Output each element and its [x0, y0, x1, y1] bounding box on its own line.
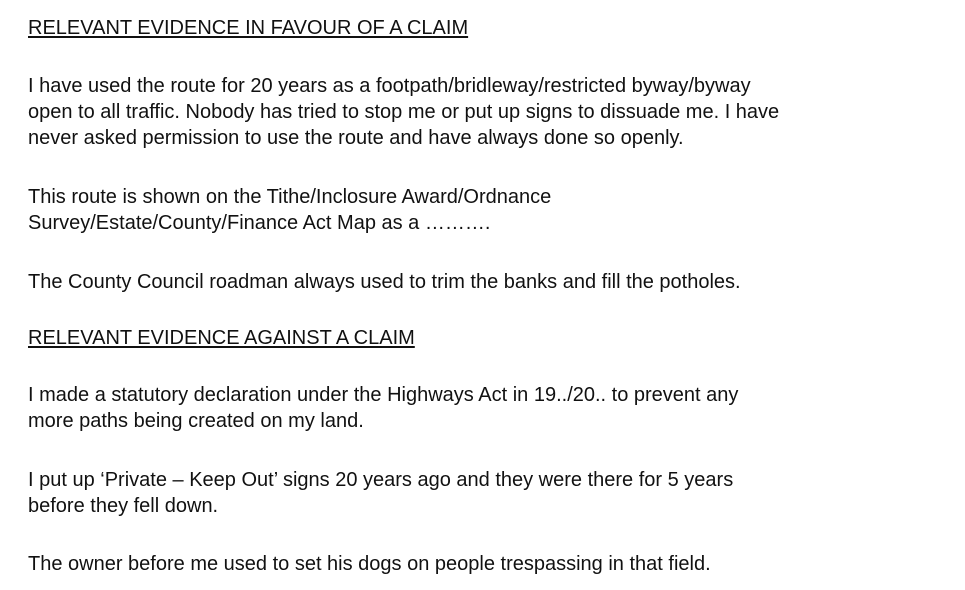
- text-line: The County Council roadman always used to trim the banks and fill the potholes.: [28, 271, 741, 293]
- text-line: Survey/Estate/County/Finance Act Map as a ……….: [28, 212, 491, 234]
- paragraph-roadman: [28, 269, 953, 295]
- paragraph-signs: [28, 467, 953, 519]
- paragraph-map-evidence: [28, 184, 953, 236]
- text-line: I put up ‘Private – Keep Out’ signs 20 years ago and they were there for 5 years: [28, 469, 734, 491]
- text-line: I have used the route for 20 years as a footpath/bridleway/restricted byway/byway: [28, 75, 751, 97]
- text-line: never asked permission to use the route and have always done so openly.: [28, 127, 684, 149]
- text-line: This route is shown on the Tithe/Inclosure Award/Ordnance: [28, 186, 552, 208]
- paragraph-statutory-declaration: [28, 382, 953, 434]
- text-line: open to all traffic. Nobody has tried to stop me or put up signs to dissuade me. I have: [28, 101, 780, 123]
- paragraph-route-usage: [28, 73, 953, 151]
- text-line: more paths being created on my land.: [28, 410, 364, 432]
- section-heading-in-favour: RELEVANT EVIDENCE IN FAVOUR OF A CLAIM: [28, 17, 469, 39]
- text-line: The owner before me used to set his dogs on people trespassing in that field.: [28, 553, 711, 575]
- section-heading-against: RELEVANT EVIDENCE AGAINST A CLAIM: [28, 327, 415, 349]
- text-line: I made a statutory declaration under the Highways Act in 19../20.. to prevent any: [28, 384, 739, 406]
- paragraph-previous-owner: [28, 551, 953, 577]
- text-line: before they fell down.: [28, 495, 219, 517]
